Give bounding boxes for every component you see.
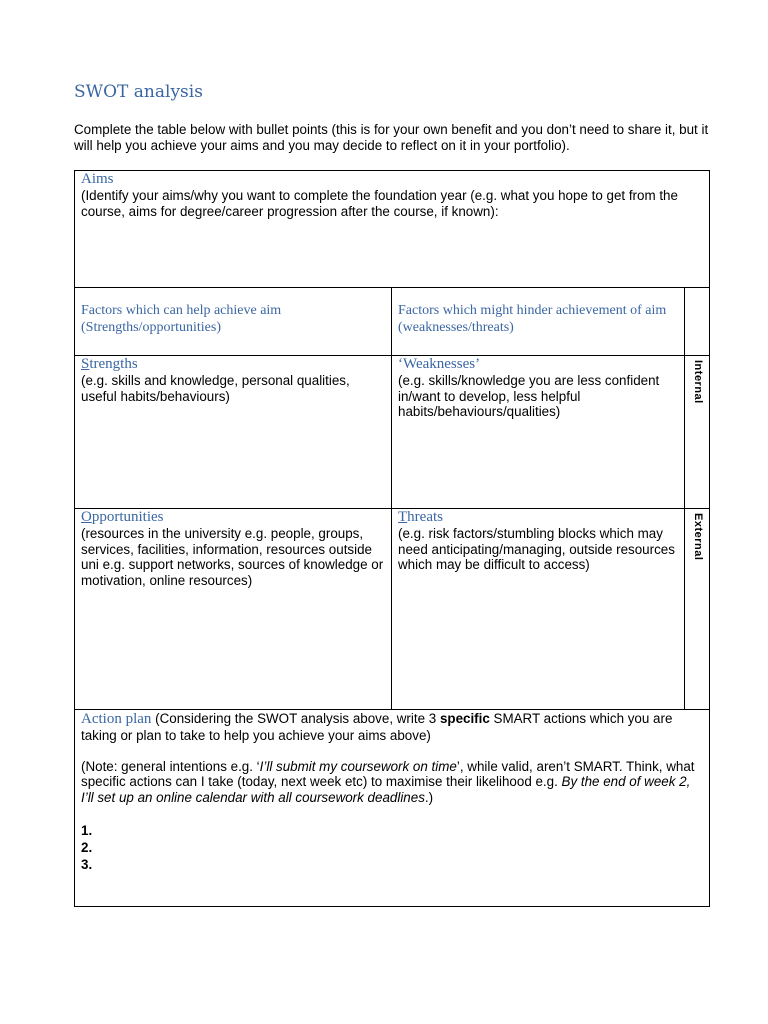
strengths-heading: Strengths: [81, 356, 138, 372]
threats-heading: Threats: [398, 509, 443, 525]
action-list: [81, 822, 703, 873]
action-item-1[interactable]: 1.: [81, 822, 93, 838]
internal-label: Internal: [691, 360, 704, 404]
action-item-3[interactable]: 3.: [81, 856, 93, 872]
side-header-blank: [684, 287, 710, 356]
note-part-1: (Note: general intentions e.g. ‘: [81, 758, 260, 774]
note-part-2: ’, while valid, aren’t SMART. Think, what specific actions can I take (today, next week etc) to maximise their likelihood e.g.: [81, 758, 695, 790]
action-plan-note: [81, 759, 703, 806]
aims-heading: Aims: [81, 171, 114, 187]
opportunities-heading: Opportunities: [81, 509, 164, 525]
internal-side-cell: [684, 355, 710, 509]
aims-cell[interactable]: [74, 170, 710, 288]
weaknesses-cell[interactable]: [391, 355, 685, 509]
threats-text: (e.g. risk factors/stumbling blocks which may need anticipating/managing, outside resources which may be difficult to access): [398, 525, 675, 573]
note-part-3: .): [424, 790, 434, 806]
external-side-cell: [684, 508, 710, 710]
action-plan-text-1: (Considering the SWOT analysis above, write 3: [151, 711, 440, 726]
weaknesses-heading: ‘Weaknesses’: [398, 356, 481, 372]
action-plan-cell[interactable]: [74, 709, 710, 907]
intro-text: Complete the table below with bullet points (this is for your own benefit and you don’t need to share it, but it will help you achieve your aims and you may decide to reflect on it in your portfolio).: [74, 122, 709, 153]
help-factors-header: Factors which can help achieve aim (Strengths/opportunities): [74, 287, 392, 356]
note-italic-2: By the end of week 2, I’ll set up an online calendar with all coursework deadlines: [81, 774, 691, 806]
action-plan-text-2: SMART actions which you are taking or plan to take to help you achieve your aims above): [81, 711, 673, 743]
action-plan-heading: Action plan: [81, 711, 152, 727]
weaknesses-text: (e.g. skills/knowledge you are less confident in/want to develop, less helpful habits/behaviours/qualities): [398, 372, 660, 420]
threats-cell[interactable]: [391, 508, 685, 710]
hinder-factors-header: Factors which might hinder achievement of aim (weaknesses/threats): [391, 287, 685, 356]
opportunities-text: (resources in the university e.g. people, groups, services, facilities, information, resources outside uni e.g. support networks, sources of knowledge or motivation, online resources): [81, 525, 384, 589]
page-title: SWOT analysis: [74, 82, 203, 102]
strengths-cell[interactable]: [74, 355, 392, 509]
action-item-2[interactable]: 2.: [81, 839, 93, 855]
aims-text: (Identify your aims/why you want to complete the foundation year (e.g. what you hope to get from the course, aims for degree/career progression after the course, if known):: [81, 187, 678, 219]
opportunities-cell[interactable]: [74, 508, 392, 710]
external-label: External: [691, 513, 704, 561]
strengths-text: (e.g. skills and knowledge, personal qualities, useful habits/behaviours): [81, 372, 350, 404]
note-italic-1: I’ll submit my coursework on time: [259, 758, 457, 774]
action-plan-bold: specific: [439, 711, 490, 726]
